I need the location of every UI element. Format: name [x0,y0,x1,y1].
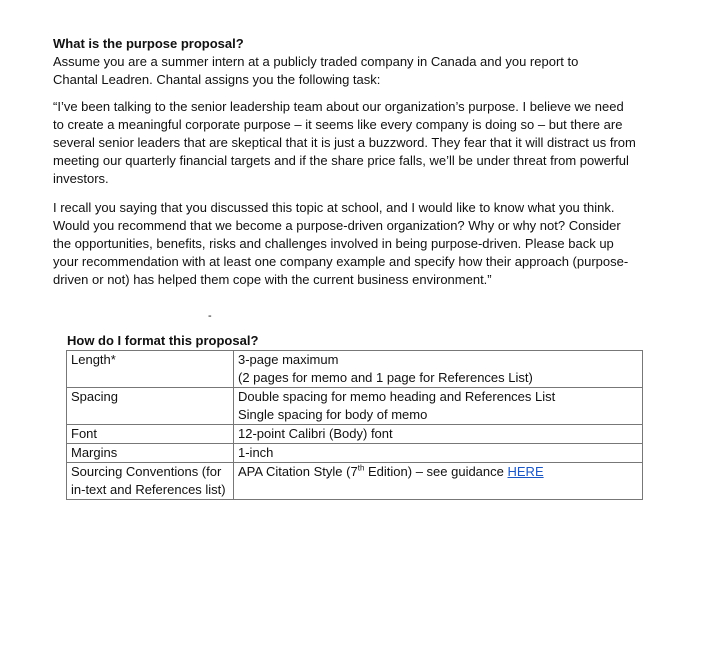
quote-paragraph-1: “I’ve been talking to the senior leadership team about our organization’s purpose. I believe we need to create a meaningful corporate purpose – it seems like every company is doing so – but there are several senior leaders that are skeptical that it is just a buzzword. They fear that it will distract us from meeting our quarterly financial targets and if the share price falls, we’ll be under threat from powerful investors. [53,99,636,186]
stray-dash-mark: - [208,310,212,322]
row-value-spacing [234,388,643,425]
apa-text-suffix: Edition) – see guidance [364,464,508,479]
value-line: Single spacing for body of memo [238,407,428,422]
row-label-margins: Margins [67,444,234,463]
section-heading-purpose-proposal: What is the purpose proposal? [53,36,244,51]
table-row [67,463,643,500]
value-line: Double spacing for memo heading and References List [238,389,556,404]
row-value-sourcing [234,463,643,500]
apa-superscript: th [357,463,365,473]
row-value-font [234,425,643,444]
apa-text-prefix: APA Citation Style (7 [238,464,358,479]
row-value-length [234,351,643,388]
table-row [67,388,643,425]
table-row [67,351,643,388]
intro-paragraph: Assume you are a summer intern at a publicly traded company in Canada and you report to Chantal Leadren. Chantal assigns you the following task: [53,54,579,87]
row-label-spacing: Spacing [67,388,234,425]
quote-paragraph-2: I recall you saying that you discussed this topic at school, and I would like to know what you think. Would you recommend that we become a purpose-driven organization? Why or why not? Consider the opportunities, benefits, risks and challenges involved in being purpose-driven. Please back up your recommendation with at least one company example and specify how their approach (purpose-driven or not) has helped them cope with the current business environment.” [53,200,629,287]
value-line: 3-page maximum [238,352,339,367]
apa-guidance-link[interactable]: HERE [507,464,544,479]
format-table [66,350,643,500]
row-label-sourcing: Sourcing Conventions (for in-text and References list) [67,463,234,500]
value-line: 1-inch [238,445,274,460]
section-heading-format: How do I format this proposal? [67,333,259,348]
row-value-margins [234,444,643,463]
table-row [67,425,643,444]
table-row [67,444,643,463]
value-line: (2 pages for memo and 1 page for References List) [238,370,533,385]
value-line: 12-point Calibri (Body) font [238,426,393,441]
row-label-length: Length* [67,351,234,388]
row-label-font: Font [67,425,234,444]
